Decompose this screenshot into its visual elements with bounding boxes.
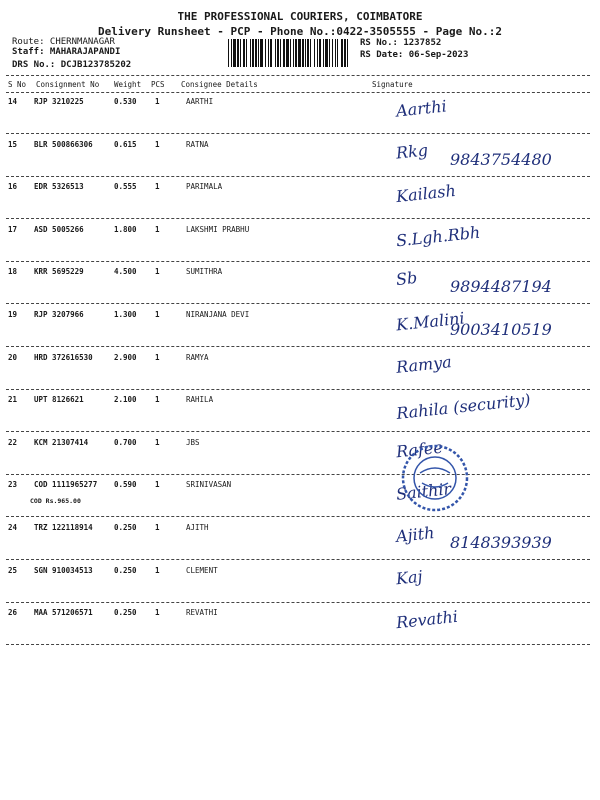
row-pcs: 1 xyxy=(155,608,160,617)
row-consignee: AARTHI xyxy=(186,97,214,106)
row-sno: 18 xyxy=(8,267,18,276)
row-pcs: 1 xyxy=(155,523,160,532)
barcode-bar xyxy=(250,39,251,67)
row-sno: 23 xyxy=(8,480,18,489)
row-consignment: SGN 910034513 xyxy=(34,566,93,575)
row-separator xyxy=(6,644,590,645)
row-separator xyxy=(6,261,590,262)
barcode-bar xyxy=(246,39,247,67)
barcode-bar xyxy=(337,39,338,67)
route-label: Route: CHERNMANAGAR xyxy=(12,37,115,47)
col-sno: S No xyxy=(8,80,27,89)
barcode-bar xyxy=(290,39,291,67)
barcode-bar xyxy=(319,39,321,67)
row-signature: Aarthi xyxy=(395,96,448,121)
rs-no-label: RS No.: 1237852 xyxy=(360,38,442,48)
row-signature: Rkg xyxy=(395,140,429,163)
barcode-bar xyxy=(329,39,330,67)
row-pcs: 1 xyxy=(155,480,160,489)
row-consignment: ASD 5005266 xyxy=(34,225,84,234)
row-separator xyxy=(6,602,590,603)
row-pcs: 1 xyxy=(155,353,160,362)
barcode-bar xyxy=(268,39,269,67)
barcode-bar xyxy=(293,39,294,67)
row-signature-phone: 8148393939 xyxy=(450,533,552,552)
row-sno: 24 xyxy=(8,523,18,532)
row-consignee: CLEMENT xyxy=(186,566,218,575)
row-sno: 22 xyxy=(8,438,18,447)
row-separator xyxy=(6,474,590,475)
row-weight: 0.250 xyxy=(114,523,137,532)
row-consignee: RAMYA xyxy=(186,353,209,362)
barcode-bar xyxy=(255,39,257,67)
row-separator xyxy=(6,176,590,177)
row-pcs: 1 xyxy=(155,566,160,575)
barcode-bar xyxy=(277,39,279,67)
row-pcs: 1 xyxy=(155,267,160,276)
row-consignment: KCM 21307414 xyxy=(34,438,89,447)
row-weight: 2.900 xyxy=(114,353,137,362)
row-consignment: HRD 372616530 xyxy=(34,353,93,362)
col-consignee: Consignee Details xyxy=(181,80,258,89)
row-weight: 0.615 xyxy=(114,140,137,149)
row-consignment: KRR 5695229 xyxy=(34,267,84,276)
row-sno: 19 xyxy=(8,310,18,319)
row-signature: Kaj xyxy=(395,566,424,589)
staff-label: Staff: MAHARAJAPANDI xyxy=(12,47,121,57)
row-consignment: RJP 3207966 xyxy=(34,310,84,319)
barcode-bar xyxy=(335,39,336,67)
row-weight: 0.250 xyxy=(114,608,137,617)
barcode-bar xyxy=(237,39,239,67)
row-signature-phone: 9894487194 xyxy=(450,277,552,296)
drs-label: DRS No.: DCJB123785202 xyxy=(12,60,132,70)
barcode-bar xyxy=(233,39,236,67)
row-consignment: COD 1111965277 xyxy=(34,480,98,489)
row-sno: 15 xyxy=(8,140,18,149)
row-sno: 25 xyxy=(8,566,18,575)
barcode-bar xyxy=(240,39,241,67)
runsheet-title: Delivery Runsheet - PCP - Phone No.:0422-3505555 - Page No.:2 xyxy=(98,25,502,38)
barcode-bar xyxy=(258,39,259,67)
row-signature: Kailash xyxy=(395,180,457,207)
barcode-bar xyxy=(310,39,311,67)
header-bottom-rule xyxy=(6,92,590,93)
row-sno: 20 xyxy=(8,353,18,362)
barcode-bar xyxy=(231,39,232,67)
row-separator xyxy=(6,431,590,432)
row-weight: 0.250 xyxy=(114,566,137,575)
row-cod-amount: COD Rs.965.00 xyxy=(30,497,81,505)
barcode-bar xyxy=(305,39,306,67)
row-weight: 2.100 xyxy=(114,395,137,404)
barcode-bar xyxy=(286,39,289,67)
row-sno: 21 xyxy=(8,395,18,404)
barcode-bar xyxy=(265,39,266,67)
row-consignment: MAA 571206571 xyxy=(34,608,93,617)
row-consignee: AJITH xyxy=(186,523,209,532)
row-sno: 14 xyxy=(8,97,18,106)
row-consignee: NIRANJANA DEVI xyxy=(186,310,250,319)
barcode-bar xyxy=(341,39,343,67)
row-consignment: EDR 5326513 xyxy=(34,182,84,191)
row-weight: 0.530 xyxy=(114,97,137,106)
row-signature-phone: 9003410519 xyxy=(450,320,552,339)
row-consignee: PARIMALA xyxy=(186,182,223,191)
row-consignment: UPT 8126621 xyxy=(34,395,84,404)
row-separator xyxy=(6,346,590,347)
row-signature: Revathi xyxy=(395,606,459,633)
barcode-bar xyxy=(280,39,281,67)
barcode xyxy=(228,39,350,67)
row-consignment: TRZ 122118914 xyxy=(34,523,93,532)
col-signature: Signature xyxy=(372,80,413,89)
barcode-bar xyxy=(323,39,324,67)
header-top-rule xyxy=(6,75,590,76)
row-consignee: SRINIVASAN xyxy=(186,480,232,489)
barcode-bar xyxy=(243,39,245,67)
row-sno: 16 xyxy=(8,182,18,191)
row-signature: Ajith xyxy=(395,523,436,546)
row-sno: 17 xyxy=(8,225,18,234)
barcode-bar xyxy=(344,39,346,67)
row-signature: Sb xyxy=(395,267,419,290)
col-weight: Weight xyxy=(114,80,142,89)
barcode-bar xyxy=(347,39,348,67)
barcode-bar xyxy=(283,39,285,67)
row-pcs: 1 xyxy=(155,438,160,447)
row-weight: 0.590 xyxy=(114,480,137,489)
rs-date-label: RS Date: 06-Sep-2023 xyxy=(360,50,469,60)
row-sno: 26 xyxy=(8,608,18,617)
barcode-bar xyxy=(275,39,276,67)
row-signature-phone: 9843754480 xyxy=(450,150,552,169)
row-consignee: LAKSHMI PRABHU xyxy=(186,225,250,234)
barcode-bar xyxy=(228,39,229,67)
barcode-bar xyxy=(260,39,263,67)
col-consignment: Consignment No xyxy=(36,80,100,89)
row-consignee: SUMITHRA xyxy=(186,267,223,276)
row-consignee: JBS xyxy=(186,438,200,447)
row-separator xyxy=(6,516,590,517)
row-pcs: 1 xyxy=(155,182,160,191)
row-consignee: RAHILA xyxy=(186,395,214,404)
row-weight: 1.800 xyxy=(114,225,137,234)
row-pcs: 1 xyxy=(155,395,160,404)
row-separator xyxy=(6,303,590,304)
company-name: THE PROFESSIONAL COURIERS, COIMBATORE xyxy=(177,10,423,23)
barcode-bar xyxy=(317,39,318,67)
barcode-bar xyxy=(325,39,328,67)
row-separator xyxy=(6,559,590,560)
row-pcs: 1 xyxy=(155,310,160,319)
row-signature: S.Lgh.Rbh xyxy=(395,222,482,251)
row-signature: K.Malini xyxy=(395,308,466,335)
row-signature: Rafee xyxy=(395,437,444,462)
row-weight: 4.500 xyxy=(114,267,137,276)
barcode-bar xyxy=(298,39,301,67)
row-consignee: RATNA xyxy=(186,140,209,149)
barcode-bar xyxy=(307,39,309,67)
row-signature: Rahila (security) xyxy=(395,390,532,423)
company-stamp xyxy=(400,443,470,513)
row-pcs: 1 xyxy=(155,97,160,106)
barcode-bar xyxy=(270,39,272,67)
row-signature: Ramya xyxy=(395,352,453,377)
barcode-bar xyxy=(295,39,297,67)
row-pcs: 1 xyxy=(155,225,160,234)
barcode-bar xyxy=(252,39,254,67)
row-separator xyxy=(6,133,590,134)
barcode-bar xyxy=(332,39,333,67)
row-signature: Saithir xyxy=(395,479,452,504)
row-consignment: BLR 500866306 xyxy=(34,140,93,149)
row-pcs: 1 xyxy=(155,140,160,149)
barcode-bar xyxy=(302,39,304,67)
row-consignment: RJP 3210225 xyxy=(34,97,84,106)
row-weight: 0.700 xyxy=(114,438,137,447)
col-pcs: PCS xyxy=(151,80,165,89)
row-separator xyxy=(6,389,590,390)
barcode-bar xyxy=(314,39,315,67)
row-weight: 1.300 xyxy=(114,310,137,319)
row-weight: 0.555 xyxy=(114,182,137,191)
row-consignee: REVATHI xyxy=(186,608,218,617)
row-separator xyxy=(6,218,590,219)
